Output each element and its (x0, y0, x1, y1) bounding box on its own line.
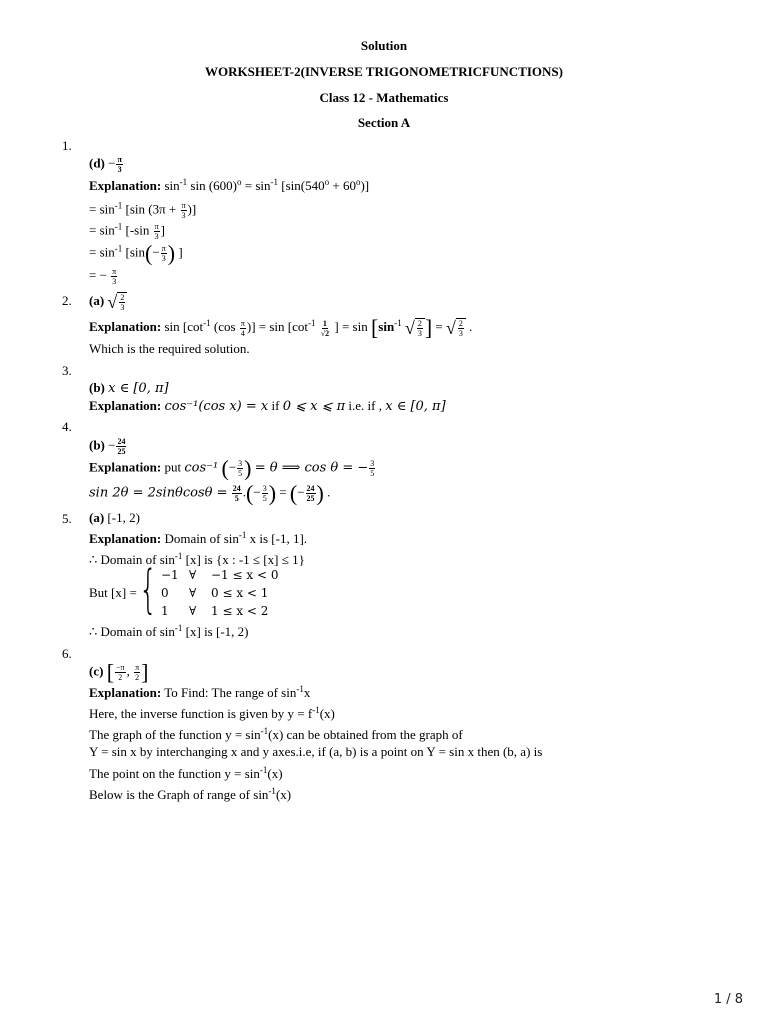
piecewise-row: 1 ∀ 1 ≤ x < 2 (161, 604, 269, 618)
q4-expression: sin 2θ = 2sinθcosθ = $\frac{24}{5}$ .(− $\frac{3}{5}$ ) = (− $\frac{24}{25}$ ) . (89, 480, 331, 506)
q1-step-4: = $\sin^{-1} [\sin(-$ $\frac{\pi}{3}$ ) ] (89, 240, 183, 266)
q6-answer: (c) [ $\frac{-\pi}{2}$ , $\frac{\pi}{2}$ ] (89, 659, 149, 685)
question-number-5: 5. (62, 511, 72, 526)
section-title: Section A (357, 115, 411, 130)
piecewise-row: 0 ∀ 0 ≤ x < 1 (161, 586, 269, 600)
q2-answer: (a) √ $\frac{2}{3}$ (89, 292, 127, 312)
q2-explanation: Explanation: $\sin [\cot^{-1}$ (cos $\frac{\pi}{4}$ )] = $\sin [\cot^{-1}$ $\frac{1}{√2}$ ] = $\sin [\sin^{-1}$ √ $\frac{2}{3}$ ] = √ $\frac{2}{3}$ . (89, 315, 473, 340)
q5-explanation: Explanation: Domain of $\sin^{-1} x$ is [-1, 1]. (89, 530, 308, 546)
q6-step-6: Below is the Graph of range of $\sin^{-1}(x)$ (89, 786, 292, 802)
page-title: Solution (360, 38, 408, 53)
question-number-6: 6. (62, 646, 72, 661)
q6-step-4: Y = sin x by interchanging x and y axes.i.e, if (a, b) is a point on Y = sin x then (b, a) is (89, 744, 543, 759)
page-number: 1 / 8 (713, 992, 743, 1007)
question-number-3: 3. (62, 363, 72, 378)
q2-required: Which is the required solution. (89, 341, 250, 356)
q4-answer: (b) − $\frac{24}{25}$ (89, 437, 126, 456)
q4-explanation: Explanation: put cos⁻¹ (− $\frac{3}{5}$ ) = θ ⟹ cos θ = − $\frac{3}{5}$ (89, 455, 375, 481)
q3-explanation: Explanation: cos⁻¹(cos x) = x if 0 ⩽ x ⩽ π i.e. if , x ∈ [0, π] (89, 398, 446, 414)
worksheet-title: WORKSHEET-2(INVERSE TRIGONOMETRICFUNCTIONS) (205, 64, 563, 79)
piecewise-row: −1 ∀ −1 ≤ x < 0 (161, 568, 279, 582)
q1-step-5: = − $\frac{\pi}{3}$ (89, 267, 117, 286)
question-number-1: 1. (62, 138, 72, 153)
q5-step-4: ∴ Domain of $\sin^{-1} [x]$ is [-1, 2) (89, 623, 249, 639)
q6-explanation: Explanation: To Find: The range of $\sin^{-1}x$ (89, 684, 311, 700)
q5-step-2: ∴ Domain of $\sin^{-1} [x]$ is {x : -1 ≤ [x] ≤ 1} (89, 551, 305, 567)
q1-step-2: = $\sin^{-1} [\sin$ (3π + $\frac{\pi}{3}$ )] (89, 200, 197, 220)
question-number-4: 4. (62, 419, 72, 434)
q1-explanation: Explanation: $\sin^{-1} \sin (600)^o = \sin^{-1} [\sin(540^o + 60^o)]$ (89, 177, 370, 193)
q3-answer: (b) x ∈ [0, π] (89, 380, 169, 396)
q6-step-2: Here, the inverse function is given by $y = f^{-1}(x)$ (89, 705, 335, 721)
q6-step-5: The point on the function $y = \sin^{-1}(x)$ (89, 765, 283, 781)
q6-step-3: The graph of the function $y = \sin^{-1}(x)$ can be obtained from the graph of (89, 726, 463, 742)
question-number-2: 2. (62, 293, 72, 308)
q1-answer: (d) − $\frac{\pi}{3}$ (89, 155, 122, 174)
class-title: Class 12 - Mathematics (319, 90, 449, 105)
q5-answer: (a) [-1, 2) (89, 510, 140, 525)
q1-step-3: = $\sin^{-1} [-\sin$ $\frac{\pi}{3}$ ] (89, 221, 165, 241)
